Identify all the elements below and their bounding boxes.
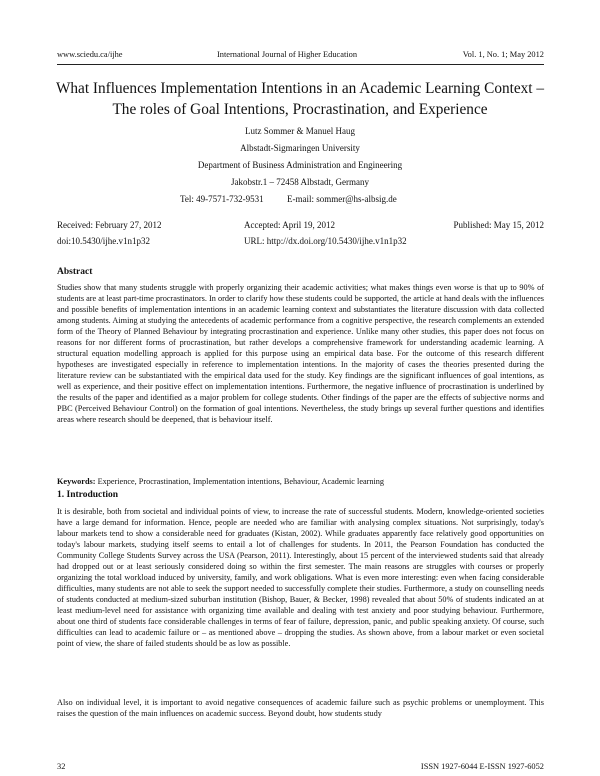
page-number: 32 [57,762,66,771]
accepted-date: Accepted: April 19, 2012 [244,220,335,230]
keywords-text: Experience, Procrastination, Implementation intentions, Behaviour, Academic learning [95,477,385,486]
page-title: What Influences Implementation Intentions in an Academic Learning Context – The roles of Goal Intentions, Procrastination, and Experience [55,80,545,118]
doi-url[interactable]: URL: http://dx.doi.org/10.5430/ijhe.v1n1p32 [244,236,407,246]
published-date: Published: May 15, 2012 [453,220,544,230]
received-date: Received: February 27, 2012 [57,220,162,230]
keywords [57,476,544,487]
header-journal: International Journal of Higher Education [217,50,358,59]
intro-paragraph-1: It is desirable, both from societal and individual points of view, to increase the rate of successful students. Modern, knowledge-oriented societies have a large demand for information. Hence, people are needed who are familiar with analysing complex situations. Not surprisingly, today's labour markets tend to show a considerable need for graduates (Kistan, 2002). While graduates apparently face relatively good opportunities on today's labour markets, studying itself seems to entail a lot of challenges for students. In 2011, the Pearson Foundation has conducted the Community College Students Survey across the USA (Pearson, 2011). Interestingly, about 15 percent of the interviewed students said that already had dropped out or at least seriously considered doing so within the first semester. The main reasons are struggles with courses or properly organizing the total workload induced by university, family, and work obligations. What is even more interesting: even when facing considerable difficulties, many students are not able to seek the support needed to successfully complete their studies. Furthermore, a study on counselling needs of students conducted at medium-sized suburban institution (Bishop, Bauer, & Becker, 1998) revealed that about 50% of students indicated an at least medium-level need for assistance with organizing time available and dealing with test anxiety and poor studying behaviour. Furthermore, about one third of students face considerable challenges in terms of fear of failure, depression, panic, and public speaking anxiety. Of course, such difficulties can lead to academic failure or – as mentioned above – dropping the studies. As shown above, from a labour market or even societal point of view, the share of failed students should be as low as possible. [57,507,544,648]
author-department: Department of Business Administration and Engineering [197,160,403,170]
abstract-text: Studies show that many students struggle with properly organizing their academic activities; what makes things even worse is that up to 90% of students are at least part-time procrastinators. In order to clarify how these students could be supported, the article at hand deals with the influences and possible benefits of implementation intentions in an academic learning context and substantiates the literature discussion with data collected among students. Aiming at studying the antecedents of academic performance from a cognitive perspective, the research complements an extended form of the Theory of Planned Behaviour by integrating procrastination and experience. Unlike many other studies, this paper does not focus on reasons for nor different forms of procrastination, but rather develops a comprehensive framework for understanding academic learning. A structural equation modelling approach is applied for this purpose using an empirical data base. For the outcome of this research different hypotheses are investigated especially in reference to implementation intentions. In the majority of cases the theories presented during the literature review can be substantiated with the empirical data used for the study. Key findings are the significant influences of goal intentions, as well as experience, and their positive effect on implementation intentions. Furthermore, the negative influence of procrastination is underlined by the results of the paper and identified as a major problem for college students. Other findings of the paper are the effects of subjective norms and PBC (Perceived Behaviour Control) on the formation of goal intentions. Nevertheless, the study brings up several further questions and identifies areas where research should be deepened, that is behaviour itself. [57,283,544,424]
author-names: Lutz Sommer & Manuel Haug [245,126,355,136]
intro-heading: 1. Introduction [57,490,119,500]
keywords-label: Keywords: [57,477,96,486]
abstract-heading: Abstract [57,267,93,277]
header-rule [57,64,544,65]
header-volume: Vol. 1, No. 1; May 2012 [462,50,544,59]
author-affiliation: Albstadt-Sigmaringen University [240,143,360,153]
intro-paragraph-2: Also on individual level, it is important to avoid negative consequences of academic failure such as psychic problems or unemployment. This raises the question of the main influences on academic success. Beyond doubt, how students study [57,698,544,718]
header-url: www.sciedu.ca/ijhe [57,50,123,59]
doi: doi:10.5430/ijhe.v1n1p32 [57,236,150,246]
footer-issn: ISSN 1927-6044 E-ISSN 1927-6052 [420,762,544,771]
author-address: Jakobstr.1 – 72458 Albstadt, Germany [231,177,369,187]
author-tel: Tel: 49-7571-732-9531 [180,194,264,204]
author-email: E-mail: sommer@hs-albsig.de [287,194,397,204]
